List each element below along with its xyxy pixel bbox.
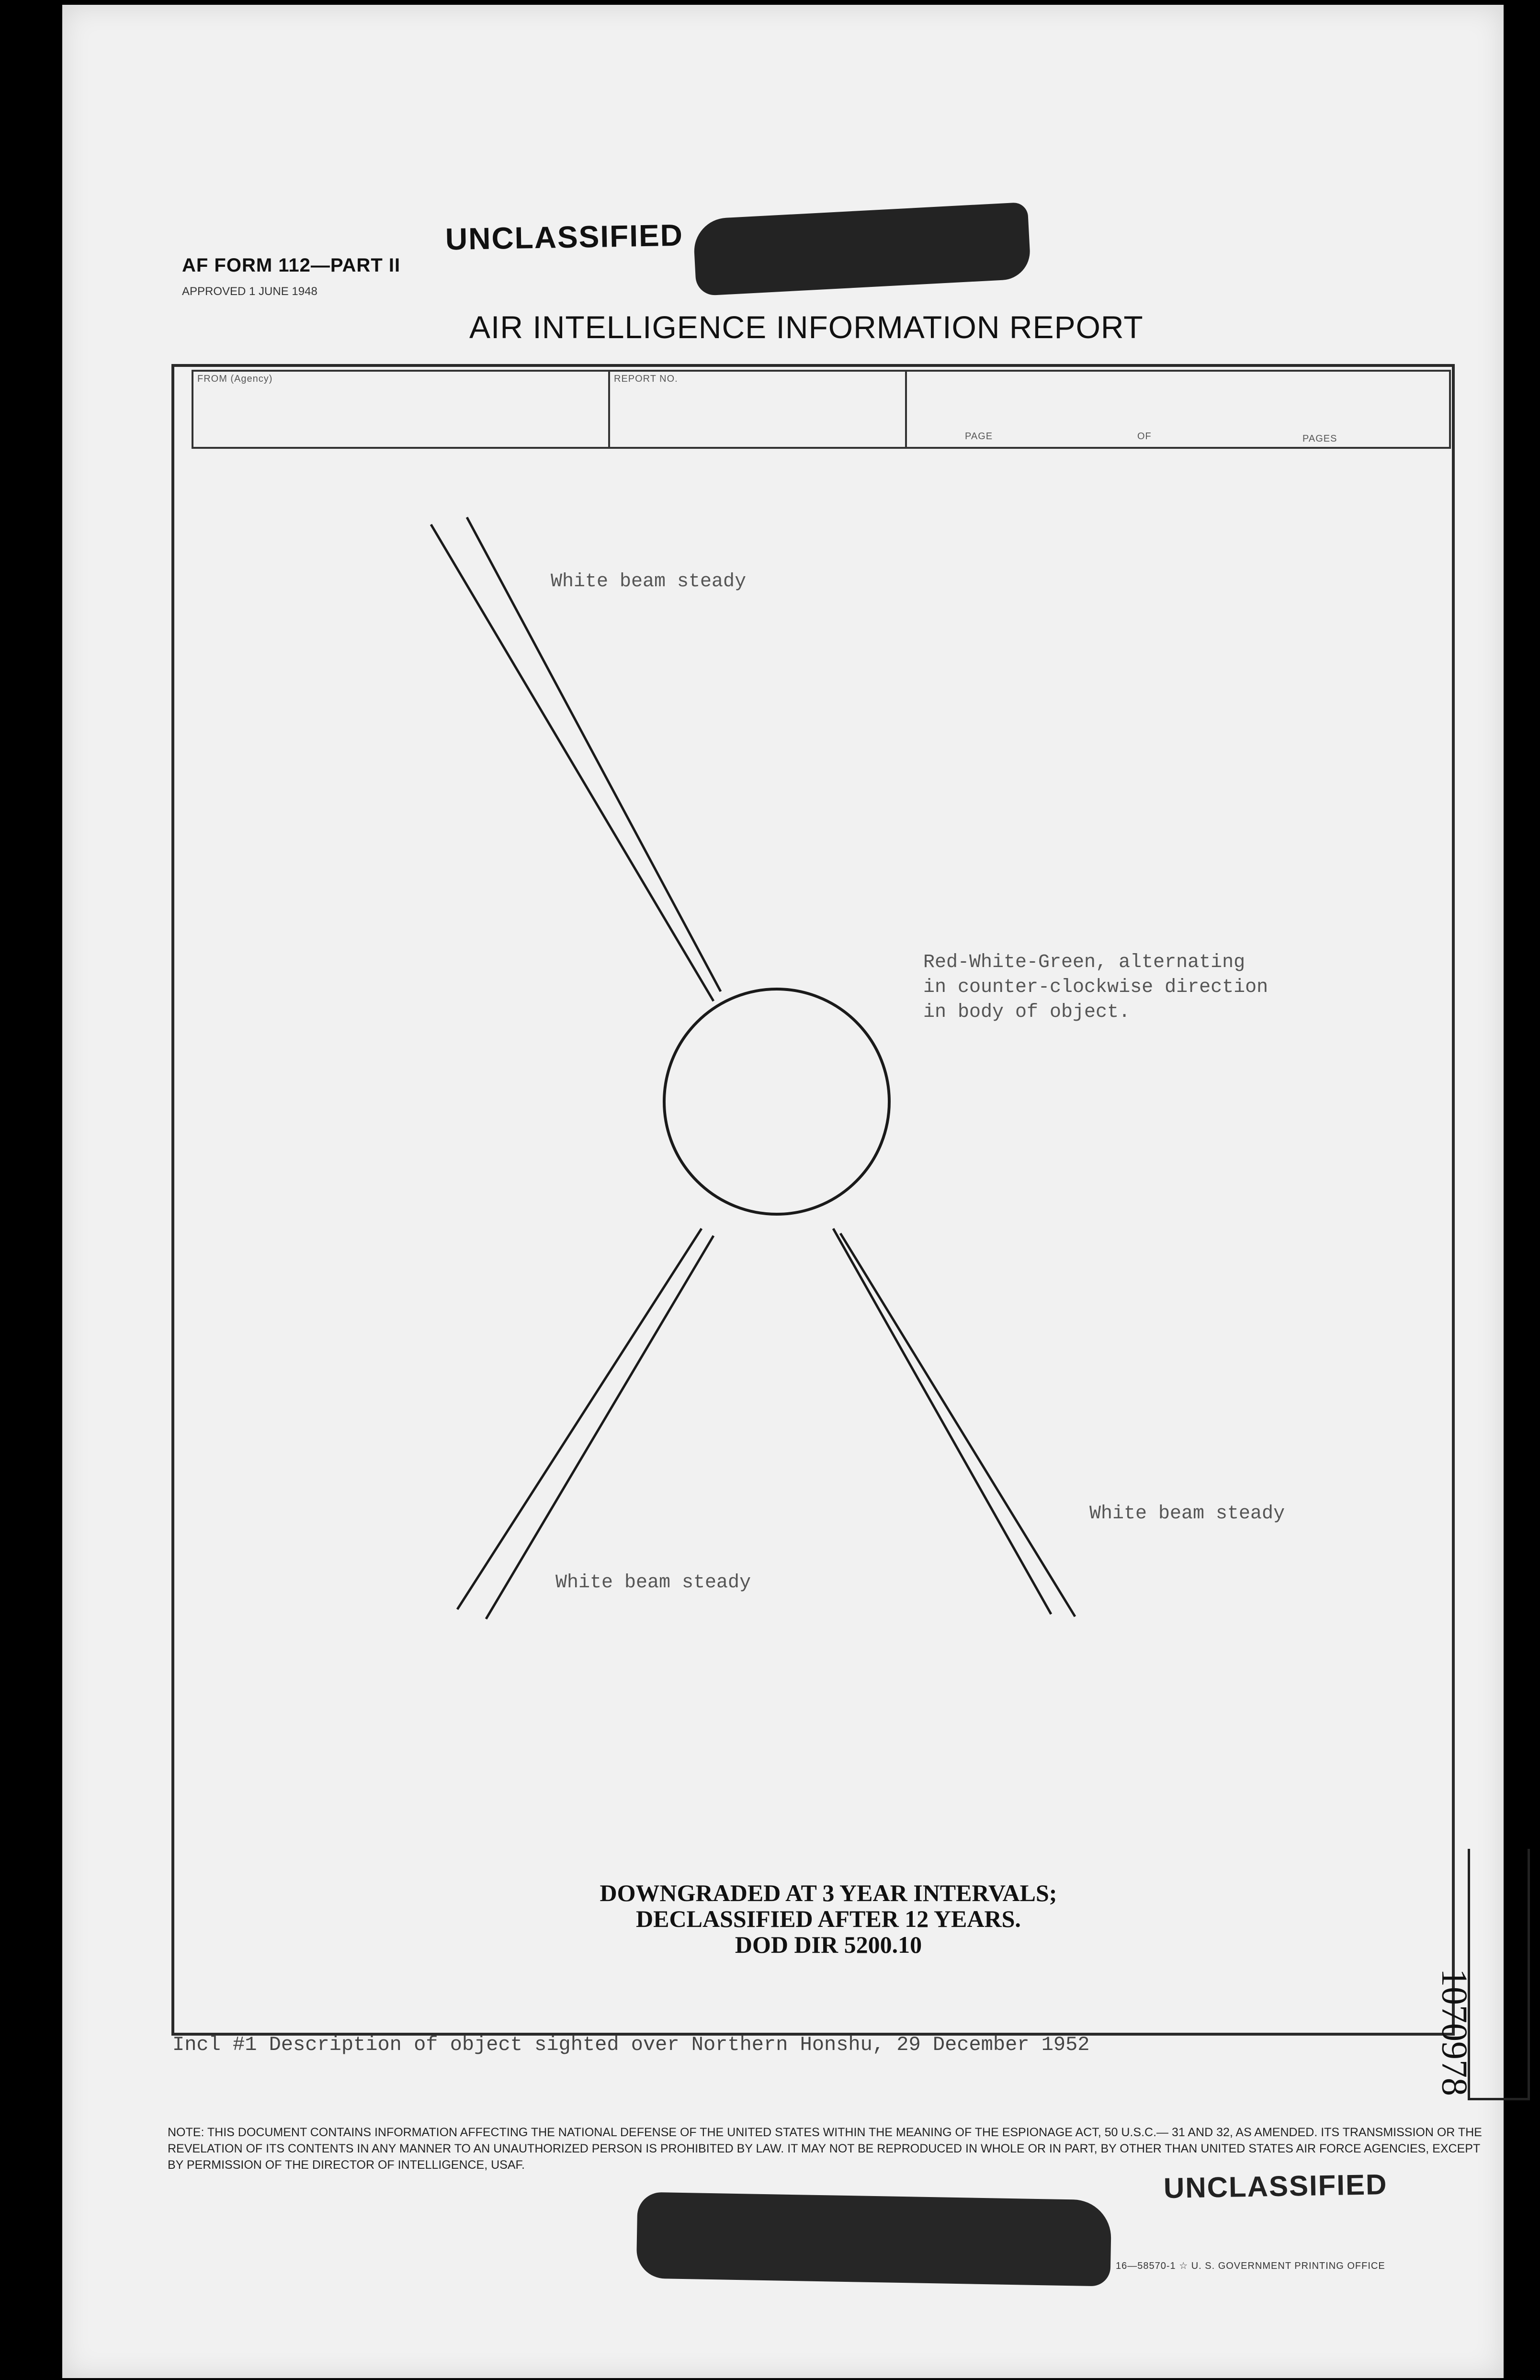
beam-top-label: White beam steady — [551, 571, 747, 592]
object-body-circle — [664, 989, 889, 1214]
beam-lower-right-label: White beam steady — [1089, 1503, 1285, 1525]
form-approved-date: APPROVED 1 JUNE 1948 — [182, 285, 317, 298]
security-notice: NOTE: THIS DOCUMENT CONTAINS INFORMATION AFFECTING THE NATIONAL DEFENSE OF THE UNITED STATES WITHIN THE MEANING OF THE ESPIONAGE ACT, 50 U.S.C.— 31 AND 32, AS AMENDED. ITS TRANSMISSION OR THE REVELATION OF ITS CONTENTS IN ANY MANNER TO AN UNAUTHORIZED PERSON IS PROHIBITED BY LAW. IT MAY NOT BE REPRODUCED IN WHOLE OR IN PART, BY OTHER THAN UNITED STATES AIR FORCE AGENCIES, EXCEPT BY PERMISSION OF THE DIRECTOR OF INTELLIGENCE, USAF. — [168, 2126, 1482, 2172]
form-id: AF FORM 112—PART II — [182, 255, 401, 276]
printing-office-line: 16—58570-1 ☆ U. S. GOVERNMENT PRINTING OFFICE — [1116, 2261, 1385, 2271]
report-title: AIR INTELLIGENCE INFORMATION REPORT — [469, 309, 1144, 345]
downgrade-stamp — [541, 1880, 1116, 1958]
of-label: OF — [1137, 431, 1152, 442]
document-page — [62, 5, 1504, 2378]
downgrade-line: DOWNGRADED AT 3 YEAR INTERVALS; — [600, 1879, 1057, 1906]
downgrade-line: DECLASSIFIED AFTER 12 YEARS. — [636, 1905, 1021, 1932]
classification-stamp-bottom: UNCLASSIFIED — [1163, 2168, 1388, 2205]
report-no-label: REPORT NO. — [614, 374, 678, 384]
body-note-line: in body of object. — [923, 1002, 1131, 1023]
beam-top-line — [431, 524, 713, 1001]
side-number: 1070978 — [1434, 1969, 1474, 2096]
object-sketch — [62, 5, 1504, 2378]
body-note-line: Red-White-Green, alternating — [923, 952, 1246, 973]
inclosure-line: Incl #1 Description of object sighted over Northern Honshu, 29 December 1952 — [172, 2033, 1090, 2056]
classification-stamp-top: UNCLASSIFIED — [445, 217, 684, 257]
redaction-mark-bottom — [636, 2192, 1112, 2286]
beam-lower-left-label: White beam steady — [555, 1572, 751, 1594]
page-label: PAGE — [965, 431, 993, 442]
body-note-line: in counter-clockwise direction — [923, 977, 1268, 998]
beam-lower-left-line — [486, 1236, 713, 1619]
downgrade-line: DOD DIR 5200.10 — [735, 1931, 922, 1958]
beam-lower-right-line — [833, 1229, 1051, 1614]
from-agency-label: FROM (Agency) — [197, 374, 273, 384]
pages-label: PAGES — [1302, 433, 1337, 444]
beam-lower-right-line — [840, 1233, 1075, 1617]
beam-lower-left-line — [457, 1229, 702, 1609]
side-number-box — [1434, 1849, 1530, 2100]
